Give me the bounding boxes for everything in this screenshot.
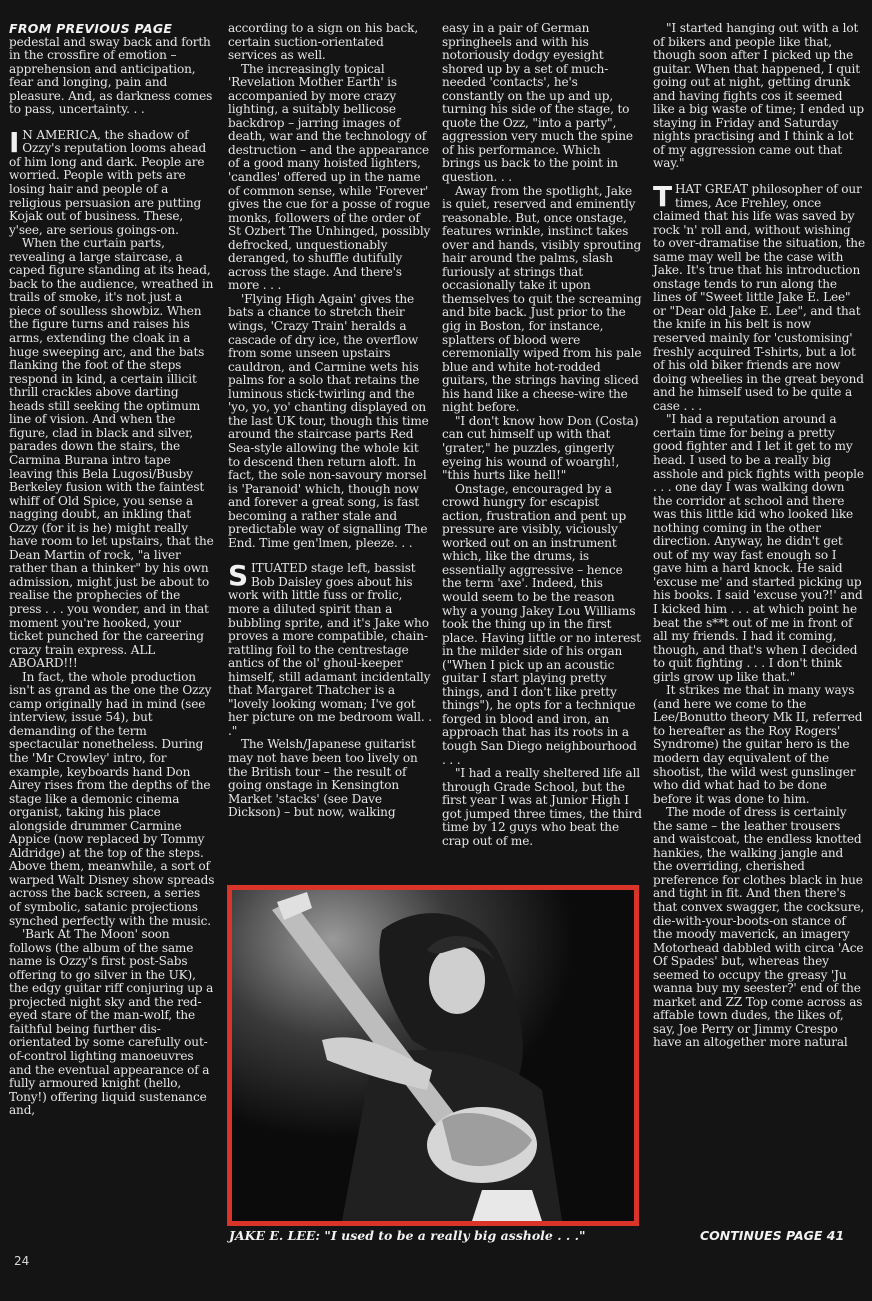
paragraph-text: HAT GREAT philosopher of our times, Ace Frehley, once claimed that his life was saved by rock 'n' roll and, without wishing to over-dramatise the situation, the same may well be the case with Jake. It's true that his introduction onstage tends to run along the lines of "Sweet little Jake E. Lee" or "Dear old Jake E. Lee", and that the knife in his belt is now reserved mainly for 'customising' freshly acquired T-shirts, but a lot of his old biker friends are now doing wheelies in the great beyond and he himself used to be quite a case . . . [653, 182, 865, 413]
column-4 [653, 22, 865, 1050]
photo-frame [227, 885, 639, 1226]
paragraph: "I had a really sheltered life all through Grade School, but the first year I was at Junior High I got jumped three times, the third time by 12 guys who beat the crap out of me. [442, 766, 642, 848]
continues-page-label: CONTINUES PAGE 41 [700, 1228, 845, 1243]
paragraph: according to a sign on his back, certain suction-orientated services as well. [228, 21, 419, 63]
paragraph-text: N AMERICA, the shadow of Ozzy's reputation looms ahead of him long and dark. People are worried. People with pets are losing hair and people of a religious persuasion are putting Kojak out of business. These, y'see, are serious goings-on. [9, 127, 207, 237]
paragraph-text: ITUATED stage left, bassist Bob Daisley goes about his work with little fuss or frolic, more a diluted spirit than a bubbling sprite, and it's Jake who proves a more compatible, chain-rattling foil to the centrestage antics of the ol' ghoul-keeper himself, still adamant incidentally that Margaret Thatcher is a "lovely looking woman; I've got her picture on me bedroom wall. . ." [228, 561, 432, 738]
paragraph: It strikes me that in many ways (and here we come to the Lee/Bonutto theory Mk II, referred to hereafter as the Roy Rogers' Syndrome) the guitar hero is the modern day equivalent of the shootist, the wild west gunslinger who did what had to be done before it was done to him. [653, 683, 863, 806]
page-number: 24 [14, 1254, 30, 1268]
column-1 [9, 22, 215, 1118]
paragraph: The mode of dress is certainly the same – the leather trousers and waistcoat, the endless knotted hankies, the walking jangle and the overriding, cherished preference for clothes black in hue and tight in fit. And then there's that convex swagger, the cocksure, die-with-your-boots-on stance of the moody maverick, an imagery Motorhead dabbled with circa 'Ace Of Spades' but, whereas they seemed to occupy the greasy 'Ju wanna buy my seester?' end of the market and ZZ Top come across as affable town dudes, the likes of, say, Joe Perry or Jimmy Crespo have an altogether more natural [653, 805, 865, 1050]
paragraph: "I had a reputation around a certain time for being a pretty good fighter and I let it get to my head. I used to be a really big asshole and pick fights with people . . . one day I was walking down the corridor at school and there was this little kid who looked like nothing coming in the other direction. Anyway, he didn't get out of my way fast enough so I gave him a hard knock. He said 'excuse me' and started picking up his books. I said 'excuse you?!' and I kicked him . . . at which point he beat the s**t out of me in front of all my friends. I had it coming, though, and that's when I decided to quit fighting . . . I don't think girls grow up like that." [653, 412, 864, 684]
guitarist-illustration [232, 890, 634, 1221]
paragraph: 'Flying High Again' gives the bats a chance to stretch their wings, 'Crazy Train' heralds a cascade of dry ice, the overflow from some unseen upstairs cauldron, and Carmine wets his palms for a solo that retains the luminous stick-twirling and the 'yo, yo, yo' chanting displayed on the last UK tour, though this time around the staircase parts Red Sea-style allowing the whole kit to descend then return aloft. In fact, the sole non-savoury morsel is 'Paranoid' which, though now and forever a great song, is fast becoming a rather stale and predictable way of signalling The End. Time gen'lmen, pleeze. . . [228, 291, 429, 550]
paragraph: In fact, the whole production isn't as grand as the one the Ozzy camp originally had in mind (see interview, issue 54), but demanding of the term spectacular nonetheless. During the 'Mr Crowley' intro, for example, keyboards hand Don Airey rises from the depths of the stage like a demonic cinema organist, taking his place alongside drummer Carmine Appice (now replaced by Tommy Aldridge) at the top of the steps. Above them, meanwhile, a sort of warped Walt Disney show spreads across the back screen, a series of symbolic, satanic projections synched perfectly with the music. [9, 669, 215, 928]
paragraph: easy in a pair of German springheels and with his notoriously dodgy eyesight shored up by a set of much-needed 'contacts', he's constantly on the up and up, turning his side of the stage, to quote the Ozz, "into a party", aggression very much the spine of his performance. Which brings us back to the point in question. . . [442, 21, 633, 185]
paragraph: Onstage, encouraged by a crowd hungry for escapist action, frustration and pent up pressure are visibly, viciously worked out on an instrument which, like the drums, is essentially aggressive – hence the term 'axe'. Indeed, this would seem to be the reason why a young Jakey Lou Williams took the thing up in the first place. Having little or no interest in the milder side of his organ ("When I pick up an acoustic guitar I start playing pretty things, and I don't like pretty things"), he opts for a technique forged in blood and iron, an approach that has its roots in a tough San Diego neighbourhood . . . [442, 481, 641, 767]
photo-caption: JAKE E. LEE: "I used to be a really big asshole . . ." [229, 1228, 586, 1243]
paragraph: The Welsh/Japanese guitarist may not have been too lively on the British tour – the result of going onstage in Kensington Market 'stacks' (see Dave Dickson) – but now, walking [228, 737, 418, 820]
paragraph: The increasingly topical 'Revelation Mother Earth' is accompanied by more crazy lighting, a suitably bellicose backdrop – jarring images of death, war and the technology of destruction – and the appearance of a good many hoisted lighters, 'candles' offered up in the name of common sense, while 'Forever' gives the cue for a posse of rogue monks, followers of the order of St Ozbert The Unhinged, possibly defrocked, unquestionably deranged, to shuffle dutifully across the stage. And there's more . . . [228, 61, 431, 293]
paragraph: 'Bark At The Moon' soon follows (the album of the same name is Ozzy's first post-Sabs offering to go silver in the UK), the edgy guitar riff conjuring up a projected night sky and the red-eyed stare of the man-wolf, the faithful being further dis-orientated by some carefully out-of-control lighting manoeuvres and the eventual appearance of a fully armoured knight (hello, Tony!) offering liquid sustenance and, [9, 927, 214, 1118]
paragraph: pedestal and sway back and forth in the crossfire of emotion – apprehension and anticipation, fear and longing, pain and pleasure. And, as darkness comes to pass, uncertainty. . . [9, 34, 213, 117]
from-previous-page-label: FROM PREVIOUS PAGE [9, 21, 173, 36]
paragraph-dropcap: THAT GREAT philosopher of our times, Ace Frehley, once claimed that his life was saved by rock 'n' roll and, without wishing to over-dramatise the situation, the same may well be the case with Jake. It's true that his introduction onstage tends to run along the lines of "Sweet little Jake E. Lee" or "Dear old Jake E. Lee", and that the knife in his belt is now reserved mainly for 'customising' freshly acquired T-shirts, but a lot of his old biker friends are now doing wheelies in the great beyond and he himself used to be quite a case . . . [653, 180, 865, 413]
paragraph: Away from the spotlight, Jake is quiet, reserved and eminently reasonable. But, once onstage, features wrinkle, instinct takes over and hands, visibly sprouting hair around the palms, slash furiously at strings that occasionally take it upon themselves to quit the screaming and bite back. Just prior to the gig in Boston, for instance, splatters of blood were ceremonially wiped from his pale blue and white hot-rodded guitars, the strings having sliced his hand like a cheese-wire the night before. [442, 183, 642, 415]
column-2 [228, 22, 433, 820]
paragraph: When the curtain parts, revealing a large staircase, a caped figure standing at its head, back to the audience, wreathed in trails of smoke, it's not just a piece of soulless showbiz. When the figure turns and raises his arms, extending the cloak in a huge sweeping arc, and the bats flanking the foot of the steps respond in kind, a certain illicit thrill crackles above darting heads still seeking the optimum line of vision. And when the figure, clad in black and silver, parades down the stairs, the Carmina Burana intro tape leaving this Bela Lugosi/Busby Berkeley fusion with the faintest whiff of Old Spice, you sense a nagging doubt, an inkling that Ozzy (for it is he) might really have room to let upstairs, that the Dean Martin of rock, "a liver rather than a thinker" by his own admission, might just be about to realise the prophecies of the press . . . you wonder, and in that moment you're hooked, your ticket punched for the careering crazy train express. ALL ABOARD!!! [9, 236, 214, 671]
guitarist-photo [232, 890, 634, 1221]
paragraph-dropcap: I N AMERICA, the shadow of Ozzy's reputation looms ahead of him long and dark. People are worried. People with pets are losing hair and people of a religious persuasion are putting Kojak out of business. These, y'see, are serious goings-on. [9, 125, 207, 237]
paragraph: "I started hanging out with a lot of bikers and people like that, though soon after I picked up the guitar. When that happened, I quit going out at night, getting drunk and having fights cos it seemed like a big waste of time; I ended up staying in Friday and Saturday nights practising and I think a lot of my aggression came out that way." [653, 21, 865, 171]
paragraph: "I don't know how Don (Costa) can cut himself up with that 'grater," he puzzles, gingerly eyeing his wound of woargh!, "this hurts like hell!" [442, 413, 639, 483]
column-3 [442, 22, 642, 848]
paragraph-dropcap: SITUATED stage left, bassist Bob Daisley goes about his work with little fuss or frolic, more a diluted spirit than a bubbling sprite, and it's Jake who proves a more compatible, chain-rattling foil to the centrestage antics of the ol' ghoul-keeper himself, still adamant incidentally that Margaret Thatcher is a "lovely looking woman; I've got her picture on me bedroom wall. . ." [228, 559, 432, 738]
